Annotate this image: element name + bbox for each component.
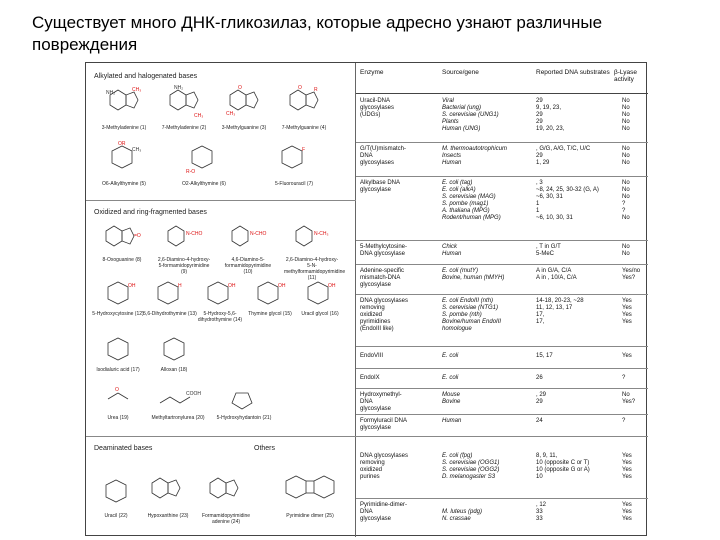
lyase-cell: No No [622,244,630,257]
pyrimidine-structure-icon [156,335,192,365]
purine-structure-icon [162,221,206,255]
svg-text:N-CH₃: N-CH₃ [314,231,329,237]
substrates-cell: 29 9, 19, 23, 29 29 19, 20, 23, [536,98,565,132]
molecule-label: 7-Methylguanine (4) [281,125,327,131]
molecule-label: 2,6-Diamino-4-hydroxy-5-N-methylformamidopyrimidine (11) [284,257,346,281]
substrates-cell: 26 [536,375,543,381]
svg-text:F: F [302,147,306,153]
lyase-cell: No No No No No [622,98,630,132]
table-row [356,241,648,265]
substrates-cell: , 12 33 33 [536,502,547,522]
lyase-cell: No Yes? [622,392,636,405]
svg-text:OH: OH [278,283,286,289]
pyrimidine-structure-icon [200,279,236,309]
molecule-label: 2,6-Diamino-4-hydroxy-5-formamidopyrimidine (9) [157,257,211,275]
enzyme-cell: G/T(U)mismatch- DNA glycosylases [360,146,406,166]
svg-text:N-CHO: N-CHO [250,231,267,237]
svg-text:OH: OH [128,283,136,289]
oxidized-section [86,201,356,437]
pyrimidine-structure-icon [100,335,136,365]
header-divider [356,93,648,94]
svg-text:CH₃: CH₃ [132,87,142,93]
svg-text:H: H [178,283,182,289]
section-heading: Oxidized and ring-fragmented bases [94,209,207,216]
urea-structure-icon [100,387,136,411]
source-cell: E. coli EndoIII (nth) S. cerevisiae (NTG1) S. pombe (nth) Bovine/human EndoIII homologue [442,298,502,332]
purine-structure-icon [284,85,324,121]
source-cell: E. coli [442,375,459,381]
lyase-cell: Yes Yes Yes [622,502,632,522]
molecule-label: Formamidopyrimidine adenine (24) [201,513,251,525]
molecule-label: Hypoxanthine (23) [147,513,189,519]
substrates-cell: A in G/A, C/A A in , 10/A, C/A [536,268,577,281]
svg-text:CH₃: CH₃ [132,147,142,153]
molecule-label: 3-Methylguanine (3) [221,125,267,131]
table-row [356,265,648,295]
lyase-cell: ? [622,375,626,381]
structures-panel [86,63,356,537]
glycosylase-table-figure [85,62,647,536]
svg-text:O: O [238,85,242,91]
molecule-label: Thymine glycol (15) [248,311,292,317]
dimer-structure-icon [280,471,340,507]
enzyme-cell: DNA glycosylases removing oxidized pyrimidines (EndoIII like) [360,298,409,332]
substrates-cell: 15, 17 [536,353,553,359]
molecule-label: Alloxan (18) [160,367,188,373]
molecule-label: Urea (19) [107,415,129,421]
purine-structure-icon [104,85,144,121]
table-row [356,389,648,415]
enzyme-cell: 5-Methylcytosine- DNA glycosylase [360,244,408,257]
molecule-label: 5-Hydroxyhydantoin (21) [216,415,272,421]
molecule-label: 8-Oxoguanine (8) [102,257,142,263]
molecule-label: O2-Alkylthymine (6) [182,181,226,187]
lyase-cell: ? [622,418,626,424]
molecule-label: 7-Methyladenine (2) [161,125,207,131]
purine-structure-icon [224,85,264,121]
table-row [356,143,648,177]
molecule-label: 5-Fluorouracil (7) [274,181,314,187]
deaminated-section [86,437,356,537]
svg-text:R: R [314,87,318,93]
molecule-label: 5-Hydroxy-5,6-dihydrothymine (14) [197,311,243,323]
source-cell: Mouse Bovine [442,392,461,405]
source-cell: Chick Human [442,244,462,257]
substrates-cell: 24 [536,418,543,424]
enzyme-cell: Uracil-DNA glycosylases (UDGs) [360,98,395,118]
column-header-substrates: Reported DNA substrates [536,69,610,76]
column-header-enzyme: Enzyme [360,69,384,76]
pyrimidine-structure-icon [250,279,286,309]
lyase-cell: Yes/no Yes? [622,268,641,281]
svg-text:OH: OH [328,283,336,289]
pyrimidine-structure-icon [100,279,136,309]
substrates-cell: , 29 29 [536,392,547,405]
svg-text:NH₂: NH₂ [174,85,184,91]
table-row [356,499,648,537]
table-row [356,347,648,369]
molecule-label: Methyltartronylurea (20) [151,415,205,421]
substrates-cell: , 3 ~8, 24, 25, 30-32 (G, A) ~6, 30, 31 1 1 ~6, 10, 30, 31 [536,180,599,221]
lyase-cell: No No No [622,146,630,166]
enzyme-cell: DNA glycosylases removing oxidized purines [360,453,409,480]
molecule-label: 4,6-Diamino-5-formamidopyrimidine (10) [224,257,272,275]
molecule-label: Uracil (22) [104,513,128,519]
pyrimidine-structure-icon [98,477,134,507]
section-heading: Deaminated bases [94,445,153,452]
svg-text:COOH: COOH [186,391,201,397]
svg-text:OH: OH [228,283,236,289]
svg-text:O: O [298,85,302,91]
source-cell: E. coli (tag) E. coli (alkA) S. cerevisiae (MAG) S. pombe (mag1) A. thaliana (MPG) Rodent/human (MPG) [442,180,501,221]
pyrimidine-structure-icon [184,143,220,177]
purine-structure-icon [146,473,190,507]
pyrimidine-structure-icon [104,143,140,177]
molecule-label: Isodialuric acid (17) [96,367,140,373]
column-header-source: Source/gene [442,69,479,76]
svg-text:OR: OR [118,141,126,147]
alkylated-section [86,63,356,201]
source-cell: M. thermoautotrophicum Insects Human [442,146,508,166]
lyase-cell: No No No ? ? No [622,180,630,221]
enzyme-cell: EndoVIII [360,353,384,359]
purine-structure-icon [226,221,270,255]
table-row [356,95,648,143]
molecule-label: 5,6-Dihydrothymine (13) [143,311,197,317]
source-cell: E. coli (fpg) S. cerevisiae (OGG1) S. cerevisiae (OGG2) D. melanogaster S3 [442,453,500,480]
enzyme-cell: Adenine-specific mismatch-DNA glycosylase [360,268,405,288]
source-cell: E. coli (mutY) Bovine, human (hMYH) [442,268,505,281]
purine-structure-icon [204,473,248,507]
purine-structure-icon [290,221,334,255]
column-header-lyase: β-Lyase activity [614,69,638,83]
svg-text:CH₃: CH₃ [194,113,204,119]
enzyme-cell: Formyluracil DNA glycosylase [360,418,408,431]
lyase-cell: Yes [622,353,632,359]
substrates-cell: , T in G/T 5-MeC [536,244,561,257]
hydantoin-structure-icon [226,387,262,411]
substrates-cell: , G/G, A/G, T/C, U/C 29 1, 29 [536,146,591,166]
molecule-label: Uracil glycol (16) [301,311,339,317]
source-cell: Human [442,418,462,424]
source-cell: E. coli [442,353,459,359]
svg-text:N-CHO: N-CHO [186,231,203,237]
table-row [356,415,648,437]
enzyme-cell: Hydroxymethyl- DNA glycosylase [360,392,402,412]
molecule-label: O6-Alkylthymine (5) [102,181,146,187]
molecule-label: Pyrimidine dimer (25) [286,513,334,519]
molecule-label: 5-Hydroxycytosine (12) [92,311,144,317]
pyrimidine-structure-icon [274,143,310,177]
svg-text:NH₂: NH₂ [106,90,116,96]
lyase-cell: Yes Yes Yes Yes [622,453,632,480]
substrates-cell: 8, 9, 11, 10 (opposite C or T) 10 (opposite G or A) 10 [536,453,590,480]
svg-text:O: O [115,387,119,393]
purine-structure-icon [100,221,144,255]
purine-structure-icon [164,85,204,121]
svg-text:R-O: R-O [186,169,196,175]
svg-text:CH₃: CH₃ [226,111,236,117]
table-row [356,437,648,499]
svg-text:=O: =O [134,233,141,239]
substrates-cell: 14-18, 20-23, ~28 11, 12, 13, 17 17, 17, [536,298,584,325]
enzyme-cell: EndoIX [360,375,380,381]
section-heading: Alkylated and halogenated bases [94,73,198,80]
pyrimidine-structure-icon [150,279,186,309]
section-heading: Others [254,445,276,452]
chain-structure-icon [156,387,200,411]
enzyme-cell: Pyrimidine-dimer- DNA glycosylase [360,502,408,522]
table-row [356,369,648,389]
pyrimidine-structure-icon [300,279,336,309]
enzyme-table [356,63,648,537]
table-row [356,295,648,347]
source-cell: M. luteus (pdg) N. crassae [442,509,483,522]
molecule-label: 3-Methyladenine (1) [101,125,147,131]
table-row [356,177,648,241]
slide-title: Существует много ДНК-гликозилаз, которые адресно узнают различные повреждения [32,13,603,54]
enzyme-cell: Alkylbase DNA glycosylase [360,180,401,193]
source-cell: Viral Bacterial (ung) S. cerevisiae (UNG1) Plants Human (UNG) [442,98,499,132]
lyase-cell: Yes Yes Yes Yes [622,298,632,325]
